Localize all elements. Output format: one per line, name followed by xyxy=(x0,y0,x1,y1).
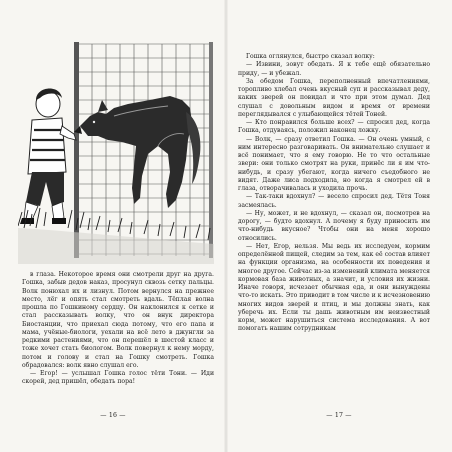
book-gutter xyxy=(224,0,228,452)
paragraph: За обедом Гошка, переполненный впечатлениями, торопливо хлебал очень вкусный суп и рассказывал деду, каких зверей он повидал и что при этом думал. Дед слушал с довольным видом и время от времени переглядывался с улыбающейся тётей Тоней. xyxy=(238,77,430,118)
paragraph: — Кто понравился больше всех? — спросил дед, когда Гошка, отдуваясь, положил наконец ложку. xyxy=(238,119,430,135)
page-number: — 16 — xyxy=(100,412,126,419)
left-page-text xyxy=(22,271,214,387)
wolf-and-boy-illustration xyxy=(18,42,214,264)
right-page-text xyxy=(238,53,430,334)
paragraph: — Волк, — сразу ответил Гошка. — Он очень умный, с ним интересно разговаривать. Он внимательно слушает и всё понимает, что я ему говорю. Не то что остальные звери: они только смотрят на руки, принёс ли я им что-нибудь, и сразу убегают, когда ничего съедобного не видят. Даже лиса подходила, но когда я смотрел ей в глаза, отворачивалась и уходила прочь. xyxy=(238,135,430,192)
wolf-drawing xyxy=(74,96,200,208)
paragraph: — Ну, может, и не вдохнул, — сказал он, посмотрев на дорогу, — будто вдохнул. А почему я буду приносить им что-нибудь вкусное? Чтобы они на меня хорошо относились. xyxy=(238,209,430,242)
paragraph: — Так-таки вдохнул? — весело спросил дед. Тётя Тоня засмеялась. xyxy=(238,193,430,209)
paragraph: Гошка оглянулся, быстро сказал волку: xyxy=(246,53,375,60)
paragraph: в глаза. Некоторое время они смотрели друг на друга. Гошка, забыв дедов наказ, просунул сквозь сетку пальцы. Волк понюхал их и лизнул. Потом вернулся на прежнее место, лёг и опять стал смотреть вдаль. Тёплая волна прошла по Гошкиному сердцу. Он наклонился к сетке и стал рассказывать волку, что он внук директора Биостанции, что приехал сюда потому, что его папа и мама, учёные-биологи, уехали на всё лето в джунгли за редкими растениями, что он перешёл в шестой класс и тоже хочет стать биологом. Волк повернул к нему морду, потом и голову и стал на Гошку смотреть. Гошка обрадовался: волк явно слушал его. xyxy=(22,271,214,369)
page-number: — 17 — xyxy=(326,412,352,419)
paragraph: — Нет, Егор, нельзя. Мы ведь их исследуем, кормим определённой пищей, следим за тем, как её состав влияет на функции организма, на особенности их поведения и многое другое. Сейчас из-за изменений климата меняется кормовая база животных, а значит, и условия их жизни. Иначе говоря, исчезает обычная еда, и они вынуждены что-то искать. Это приводит в том числе и к исчезновению многих видов зверей и птиц, и мы должны знать, как уберечь их. Если ты дашь животным им неизвестный корм, может нарушиться система исследования. А вот помогать нашим сотрудникам xyxy=(238,242,430,333)
paragraph: — Егор! — услышал Гошка голос тёти Тони. — Иди скорей, дед пришёл, обедать пора! xyxy=(22,370,214,386)
boy-drawing xyxy=(20,88,76,224)
paragraph: — Извини, зовут обедать. Я к тебе ещё обязательно приду, — и убежал. xyxy=(238,61,430,77)
right-page xyxy=(226,0,452,452)
